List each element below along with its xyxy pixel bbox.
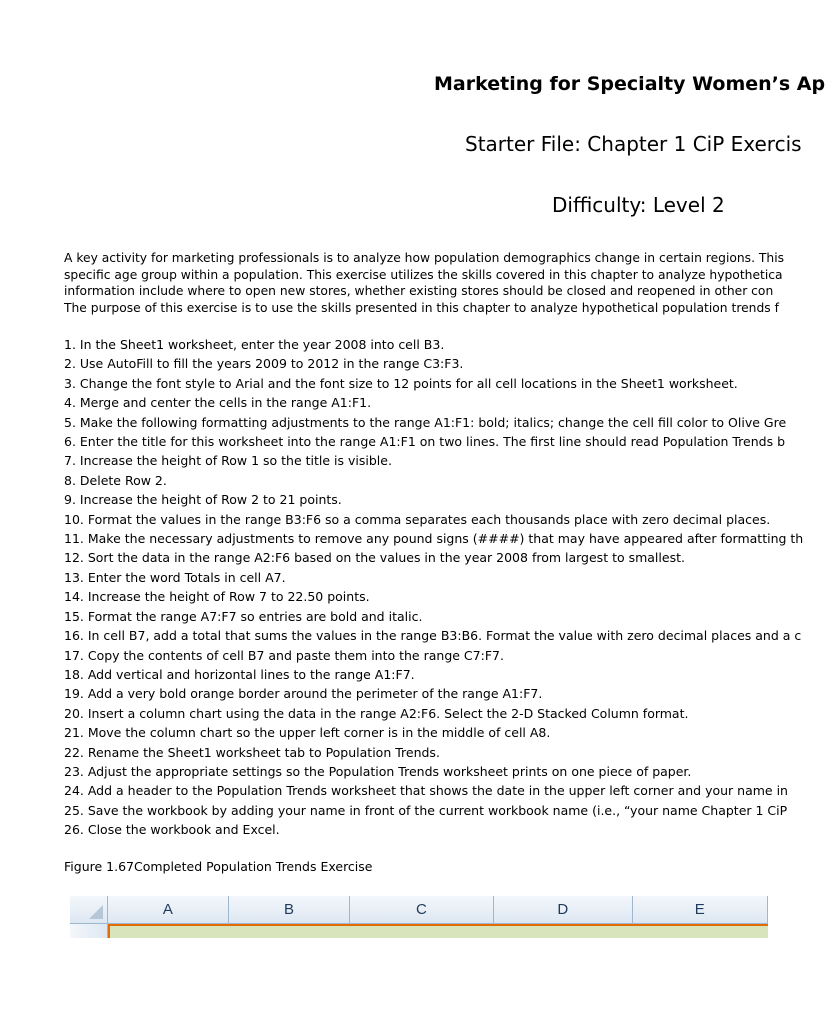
column-header-e: E bbox=[633, 896, 768, 923]
intro-paragraph bbox=[64, 250, 785, 317]
instruction-step: 10. Format the values in the range B3:F6 so a comma separates each thousands place with zero decimal places. bbox=[64, 511, 771, 527]
instruction-step: 1. In the Sheet1 worksheet, enter the year 2008 into cell B3. bbox=[64, 337, 445, 352]
instruction-step: 14. Increase the height of Row 7 to 22.50 points. bbox=[64, 589, 370, 605]
starter-file-heading: Starter File: Chapter 1 CiP Exercis bbox=[465, 132, 802, 156]
instruction-step: 3. Change the font style to Arial and the font size to 12 points for all cell locations in the Sheet1 worksheet. bbox=[64, 375, 738, 391]
instruction-step: 18. Add vertical and horizontal lines to the range A1:F7. bbox=[64, 666, 415, 682]
instruction-step: 24. Add a header to the Population Trends worksheet that shows the date in the upper left corner and your name in bbox=[64, 783, 788, 799]
select-all-triangle-icon bbox=[89, 905, 103, 919]
instruction-step: 15. Format the range A7:F7 so entries are bold and italic. bbox=[64, 608, 423, 624]
instruction-step: 6. Enter the title for this worksheet into the range A1:F1 on two lines. The first line should read Population Trends b bbox=[64, 434, 786, 450]
instruction-step: 25. Save the workbook by adding your name in front of the current workbook name (i.e., “your name Chapter 1 CiP bbox=[64, 802, 788, 818]
intro-line: specific age group within a population. This exercise utilizes the skills covered in this chapter to analyze hypothetica bbox=[64, 267, 783, 282]
document-title: Marketing for Specialty Women’s Ap bbox=[434, 73, 825, 95]
title-cell bbox=[108, 924, 768, 938]
column-header-c: C bbox=[350, 896, 494, 923]
instruction-step: 22. Rename the Sheet1 worksheet tab to Population Trends. bbox=[64, 744, 440, 760]
instruction-step: 2. Use AutoFill to fill the years 2009 to 2012 in the range C3:F3. bbox=[64, 356, 464, 372]
instruction-step: 19. Add a very bold orange border around the perimeter of the range A1:F7. bbox=[64, 686, 543, 702]
instruction-step: 8. Delete Row 2. bbox=[64, 472, 167, 488]
column-header-b: B bbox=[229, 896, 350, 923]
column-header-d: D bbox=[494, 896, 632, 923]
row-1 bbox=[70, 924, 768, 938]
instruction-list bbox=[64, 335, 804, 840]
instruction-step: 12. Sort the data in the range A2:F6 based on the values in the year 2008 from largest to smallest. bbox=[64, 550, 685, 566]
column-header-row bbox=[70, 896, 768, 924]
instruction-step: 5. Make the following formatting adjustments to the range A1:F1: bold; italics; change the cell fill color to Olive Gre bbox=[64, 414, 787, 430]
select-all-corner bbox=[70, 896, 108, 923]
instruction-step: 11. Make the necessary adjustments to remove any pound signs (####) that may have appeared after formatting th bbox=[64, 531, 804, 547]
instruction-step: 9. Increase the height of Row 2 to 21 points. bbox=[64, 492, 342, 508]
column-header-a: A bbox=[108, 896, 230, 923]
intro-line: The purpose of this exercise is to use the skills presented in this chapter to analyze hypothetical population trends f bbox=[64, 301, 779, 316]
instruction-step: 13. Enter the word Totals in cell A7. bbox=[64, 569, 286, 585]
difficulty-heading: Difficulty: Level 2 bbox=[552, 193, 725, 217]
instruction-step: 7. Increase the height of Row 1 so the title is visible. bbox=[64, 453, 392, 469]
intro-line: information include where to open new stores, whether existing stores should be closed and reopened in other con bbox=[64, 284, 774, 299]
instruction-step: 17. Copy the contents of cell B7 and paste them into the range C7:F7. bbox=[64, 647, 504, 663]
intro-line: A key activity for marketing professionals is to analyze how population demographics change in certain regions. This bbox=[64, 251, 785, 265]
instruction-step: 26. Close the workbook and Excel. bbox=[64, 822, 280, 838]
instruction-step: 21. Move the column chart so the upper left corner is in the middle of cell A8. bbox=[64, 725, 551, 741]
instruction-step: 20. Insert a column chart using the data in the range A2:F6. Select the 2-D Stacked Column format. bbox=[64, 705, 689, 721]
spreadsheet-figure bbox=[70, 896, 768, 938]
instruction-step: 4. Merge and center the cells in the range A1:F1. bbox=[64, 395, 372, 411]
instruction-step: 16. In cell B7, add a total that sums the values in the range B3:B6. Format the value with zero decimal places and a c bbox=[64, 628, 802, 644]
instruction-step: 23. Adjust the appropriate settings so the Population Trends worksheet prints on one piece of paper. bbox=[64, 763, 692, 779]
row-header bbox=[70, 924, 108, 938]
figure-caption: Figure 1.67Completed Population Trends Exercise bbox=[64, 859, 373, 874]
